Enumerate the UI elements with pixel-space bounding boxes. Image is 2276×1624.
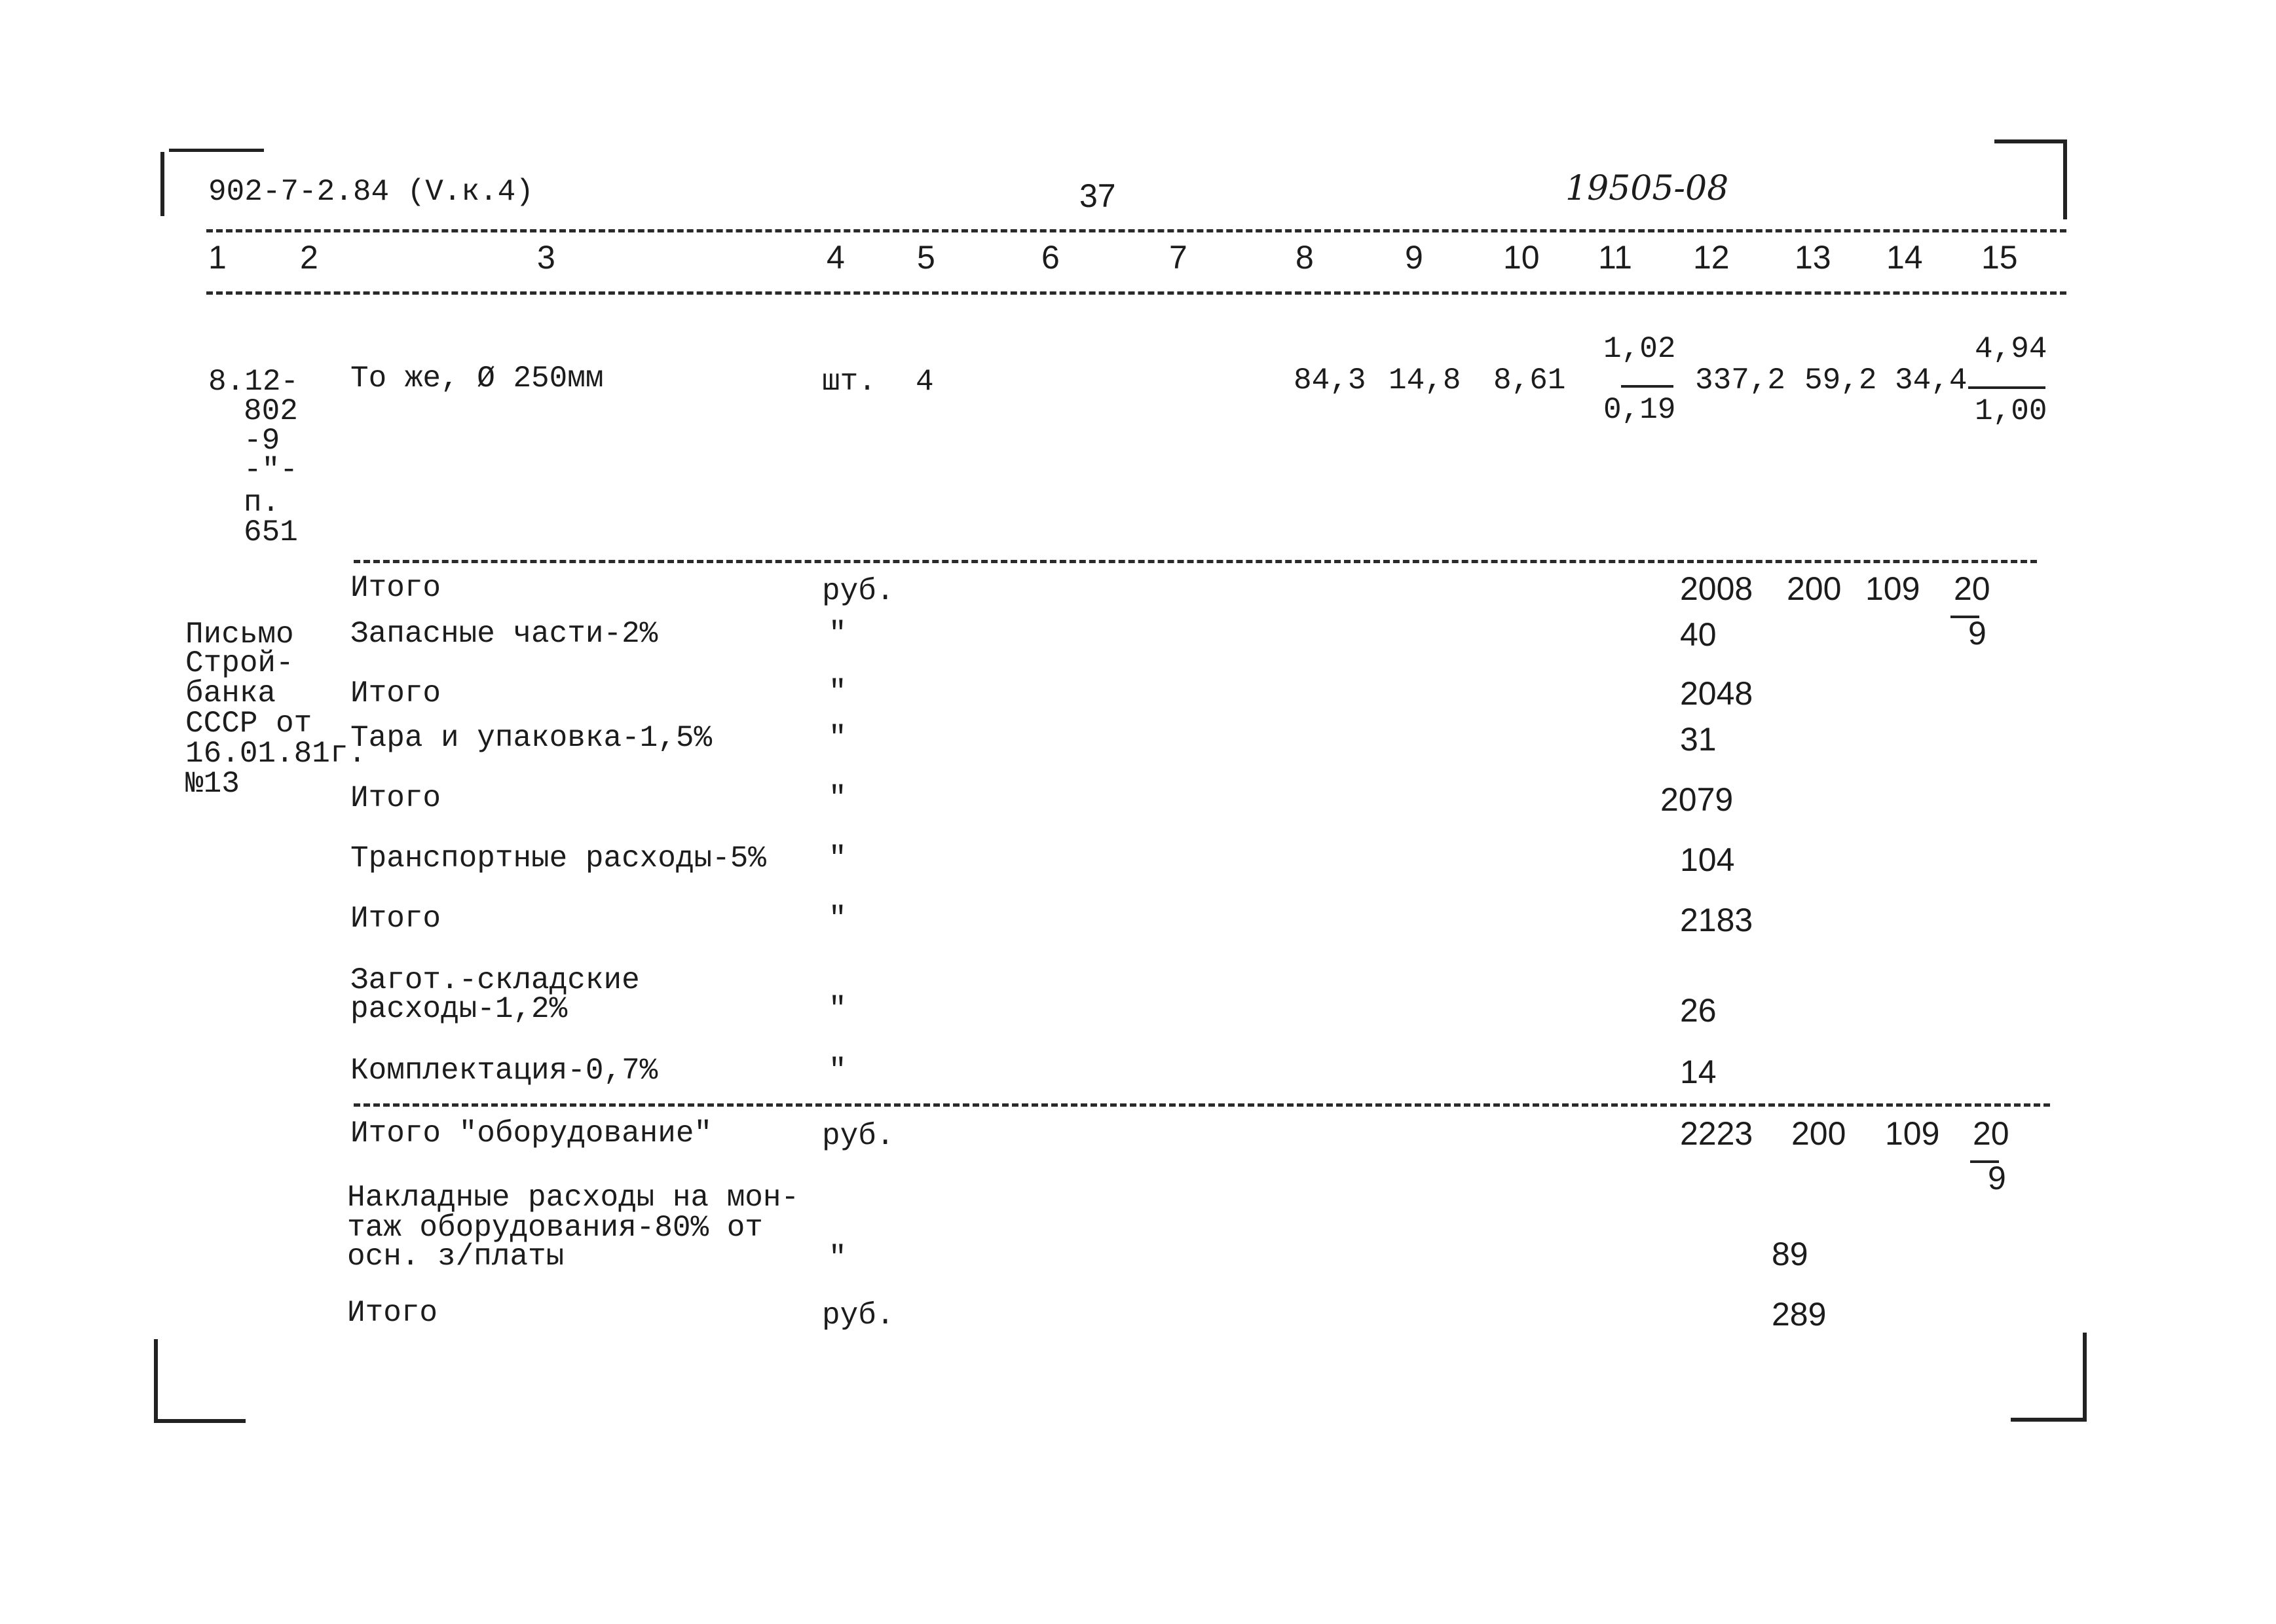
item-col8: 84,3 — [1294, 363, 1366, 397]
item-col10: 8,61 — [1493, 363, 1566, 397]
frame-bottom-right-horizontal — [2011, 1418, 2087, 1422]
page-number: 37 — [1079, 177, 1116, 214]
column-number: 14 — [1886, 239, 1923, 276]
row-label: Итого — [350, 676, 441, 710]
row-col12: 2183 — [1680, 902, 1753, 938]
column-header-top-rule — [206, 229, 2066, 232]
item-col11-numerator: 1,02 — [1603, 332, 1676, 366]
document-code: 902-7-2.84 (V.к.4) — [208, 175, 534, 209]
column-number: 8 — [1296, 239, 1314, 276]
row-unit: " — [829, 617, 847, 651]
row-label-line: Накладные расходы на мон- — [347, 1181, 800, 1215]
row-col12: 2223 — [1680, 1115, 1753, 1152]
row-col14: 109 — [1885, 1115, 1940, 1152]
row-col13: 200 — [1791, 1115, 1846, 1152]
row-unit: " — [829, 1054, 847, 1088]
item-code-line: -9 — [244, 424, 280, 458]
item-quantity: 4 — [916, 365, 934, 399]
reference-note-line: Строй- — [185, 646, 294, 680]
item-col15-fraction-bar — [1968, 386, 2045, 389]
reference-note-line: №13 — [185, 767, 240, 801]
reference-note-line: банка — [185, 676, 276, 710]
row-label: Итого "оборудование" — [350, 1116, 713, 1151]
column-header-bottom-rule — [206, 291, 2066, 295]
item-code-line: 651 — [244, 515, 298, 549]
item-col13: 59,2 — [1804, 363, 1877, 397]
item-col12: 337,2 — [1695, 363, 1786, 397]
row-unit: " — [829, 1241, 847, 1275]
item-col11-denominator: 0,19 — [1603, 393, 1676, 427]
row-label-line: таж оборудования-80% от — [347, 1211, 763, 1245]
column-number: 1 — [208, 239, 227, 276]
row-col12: 31 — [1680, 721, 1717, 758]
frame-top-left-horizontal — [169, 149, 264, 152]
item-code-line: 8.12- — [208, 365, 299, 399]
column-number: 11 — [1598, 239, 1632, 276]
row-label: Итого — [350, 781, 441, 815]
item-code-line: -"- — [244, 453, 298, 487]
row-col13: 200 — [1787, 570, 1842, 607]
totals-top-rule — [354, 560, 2037, 563]
row-unit: руб. — [822, 574, 895, 608]
row-col15-denominator: 9 — [1988, 1160, 2006, 1196]
row-label: Итого — [347, 1296, 438, 1330]
row-col12: 2079 — [1660, 781, 1734, 818]
column-number: 5 — [917, 239, 935, 276]
row-col13: 89 — [1772, 1236, 1808, 1272]
item-col15-numerator: 4,94 — [1975, 332, 2047, 366]
row-col14: 109 — [1865, 570, 1920, 607]
row-unit: руб. — [822, 1299, 895, 1333]
row-label: Итого — [350, 902, 441, 936]
item-code-line: п. — [244, 486, 280, 520]
item-unit: шт. — [822, 365, 876, 399]
row-col15-numerator: 20 — [1973, 1115, 2009, 1152]
frame-top-right-horizontal — [1994, 139, 2066, 143]
column-number: 13 — [1795, 239, 1831, 276]
row-col12: 2048 — [1680, 675, 1753, 712]
row-label: Тара и упаковка-1,5% — [350, 721, 713, 755]
row-unit: " — [829, 781, 847, 815]
frame-bottom-left-vertical — [154, 1339, 158, 1421]
item-col11-fraction-bar — [1621, 385, 1673, 388]
equipment-total-rule — [354, 1103, 2050, 1107]
row-unit: " — [829, 992, 847, 1026]
reference-note-line: Письмо — [185, 618, 294, 652]
row-col13: 289 — [1772, 1296, 1827, 1333]
row-unit: " — [829, 675, 847, 709]
row-label-line: расходы-1,2% — [350, 992, 568, 1026]
row-col12: 2008 — [1680, 570, 1753, 607]
row-unit: руб. — [822, 1119, 895, 1153]
row-label: Итого — [350, 571, 441, 605]
column-number: 10 — [1503, 239, 1540, 276]
row-col12: 104 — [1680, 841, 1735, 878]
reference-note-line: 16.01.81г. — [185, 737, 367, 771]
row-label: Транспортные расходы-5% — [350, 841, 766, 876]
row-label-line: Загот.-складские — [350, 963, 640, 997]
row-unit: " — [829, 902, 847, 936]
row-label: Запасные части-2% — [350, 617, 658, 651]
row-unit: " — [829, 841, 847, 876]
row-col15-numerator: 20 — [1954, 570, 1990, 607]
reference-note-line: СССР от — [185, 707, 312, 741]
item-col14: 34,4 — [1895, 363, 1968, 397]
item-name: То же, Ø 250мм — [350, 361, 604, 396]
row-label-line: осн. з/платы — [347, 1240, 565, 1274]
item-code-line: 802 — [244, 394, 298, 428]
item-col15-denominator: 1,00 — [1975, 394, 2047, 428]
column-number: 12 — [1693, 239, 1730, 276]
column-number: 9 — [1405, 239, 1423, 276]
frame-top-right-vertical — [2063, 139, 2067, 219]
column-number: 6 — [1041, 239, 1060, 276]
row-label: Комплектация-0,7% — [350, 1054, 658, 1088]
row-col12: 26 — [1680, 992, 1717, 1029]
column-number: 2 — [300, 239, 318, 276]
row-unit: " — [829, 721, 847, 755]
column-number: 7 — [1169, 239, 1187, 276]
item-col9: 14,8 — [1389, 363, 1461, 397]
column-number: 3 — [537, 239, 555, 276]
registry-number: 19505-08 — [1565, 169, 1729, 208]
frame-bottom-left-horizontal — [154, 1419, 246, 1423]
column-number: 4 — [827, 239, 845, 276]
row-col12: 40 — [1680, 616, 1717, 653]
row-col15-denominator: 9 — [1968, 615, 1987, 652]
frame-bottom-right-vertical — [2083, 1333, 2087, 1421]
column-number: 15 — [1981, 239, 2018, 276]
row-col12: 14 — [1680, 1054, 1717, 1090]
frame-top-left-vertical — [160, 152, 164, 216]
